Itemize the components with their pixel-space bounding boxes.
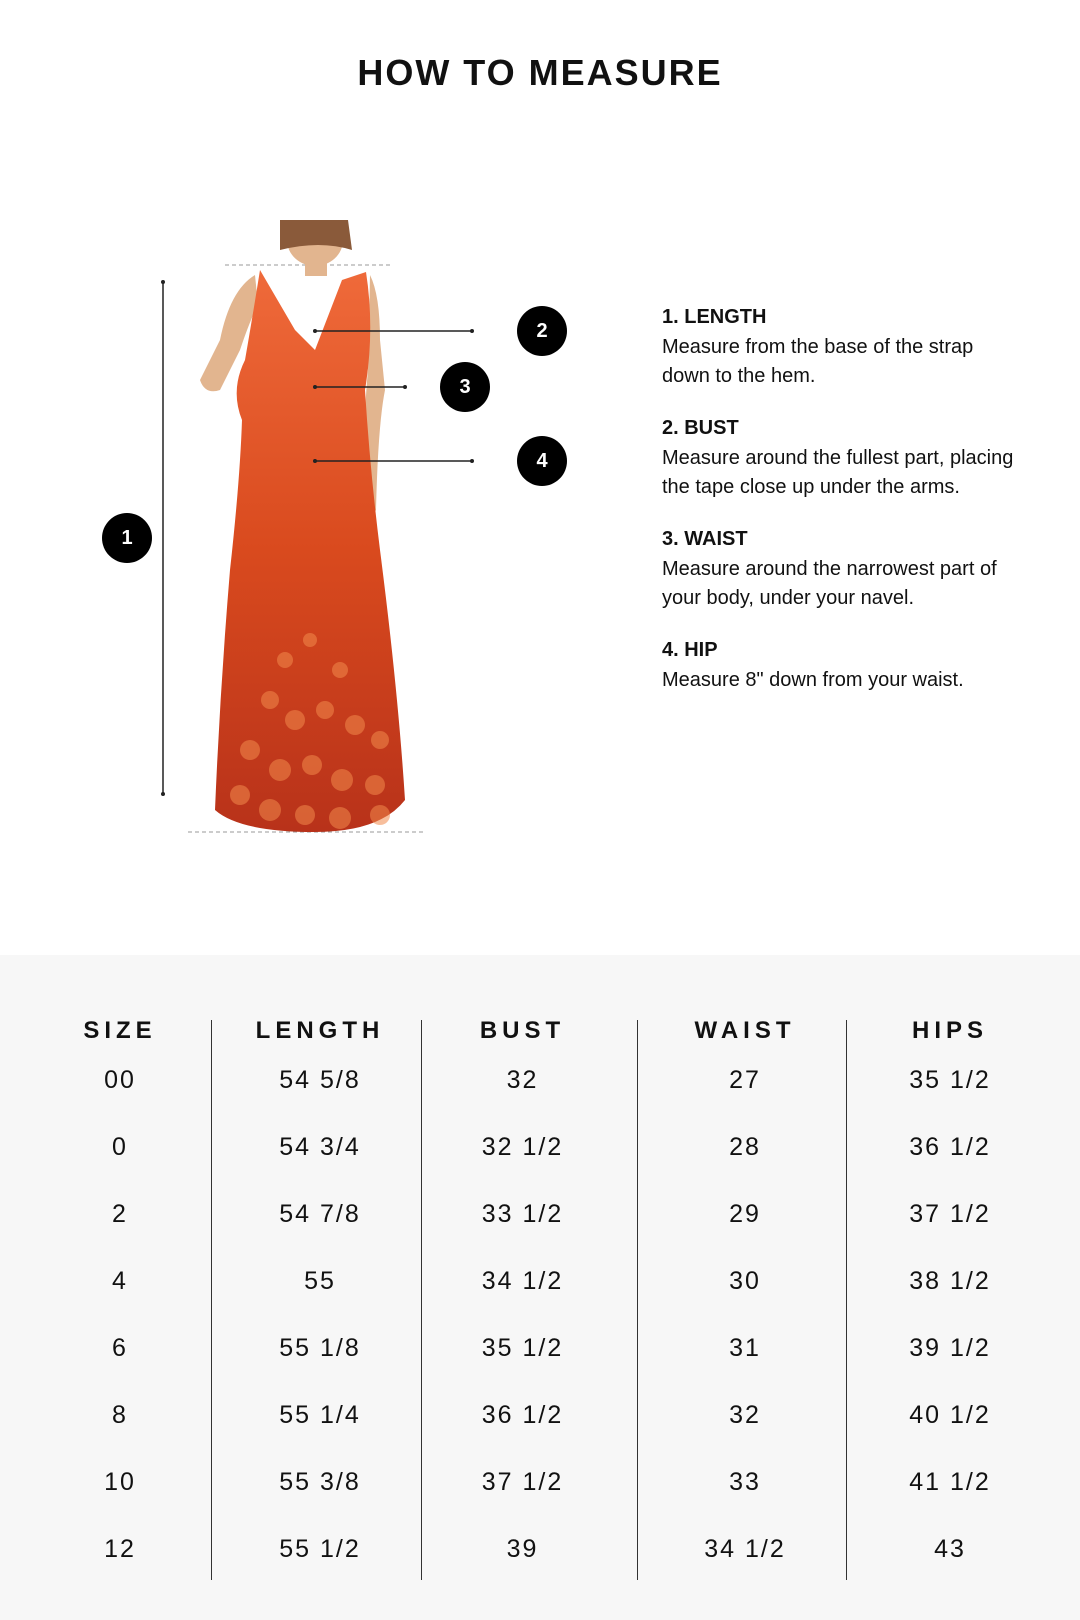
table-cell: 10 [104,1468,136,1496]
step-bust [662,417,1022,502]
step-title: 1. LENGTH [662,306,767,328]
table-cell: 36 1/2 [909,1133,991,1161]
table-cell: 29 [729,1200,761,1228]
table-cell: 39 [506,1535,539,1563]
table-cell: 30 [729,1267,761,1295]
badge-hip: 4 [517,436,567,486]
table-cell: 55 1/2 [279,1535,361,1563]
table-cell: 36 1/2 [481,1401,564,1429]
step-title: 3. WAIST [662,528,748,550]
column-header: BUST [479,1017,566,1044]
table-cell: 33 1/2 [481,1200,564,1228]
column-hips [865,1015,1035,1583]
table-cell: 6 [112,1334,128,1362]
table-cell: 34 1/2 [481,1267,564,1295]
step-text: Measure from the base of the strap down to the hem. [662,336,974,387]
table-cell: 28 [729,1133,761,1161]
step-text: Measure around the fullest part, placing the tape close up under the arms. [662,447,1014,498]
step-waist [662,528,1022,613]
table-cell: 43 [934,1535,966,1563]
size-chart [0,955,1080,1620]
badge-bust: 2 [517,306,567,356]
table-cell: 12 [104,1535,136,1563]
column-bust [440,1015,605,1583]
table-cell: 34 1/2 [704,1535,786,1563]
column-divider [637,1020,638,1580]
table-cell: 54 5/8 [279,1066,361,1094]
table-cell: 4 [112,1267,128,1295]
table-cell: 31 [729,1334,761,1362]
table-cell: 41 1/2 [909,1468,991,1496]
table-cell: 32 [506,1066,539,1094]
dress-figure [80,220,600,870]
table-cell: 0 [112,1133,128,1161]
measurement-instructions [662,306,1022,721]
table-cell: 39 1/2 [909,1334,991,1362]
step-hip [662,639,1022,695]
step-text: Measure around the narrowest part of your body, under your navel. [662,558,997,609]
column-header: WAIST [694,1017,796,1044]
table-cell: 2 [112,1200,128,1228]
table-cell: 00 [104,1066,136,1094]
table-cell: 32 1/2 [481,1133,564,1161]
table-cell: 38 1/2 [909,1267,991,1295]
table-cell: 55 3/8 [279,1468,361,1496]
step-title: 4. HIP [662,639,718,661]
table-cell: 37 1/2 [481,1468,564,1496]
table-cell: 27 [729,1066,761,1094]
column-divider [421,1020,422,1580]
table-cell: 37 1/2 [909,1200,991,1228]
column-header: LENGTH [255,1017,385,1044]
table-cell: 54 7/8 [279,1200,361,1228]
table-cell: 35 1/2 [481,1334,564,1362]
badge-waist: 3 [440,362,490,412]
column-size [60,1015,180,1583]
column-divider [211,1020,212,1580]
table-cell: 55 [304,1267,336,1295]
page-title: HOW TO MEASURE [357,52,723,93]
table-cell: 40 1/2 [909,1401,991,1429]
column-length [230,1015,410,1583]
table-cell: 55 1/4 [279,1401,361,1429]
step-text: Measure 8" down from your waist. [662,669,964,691]
table-cell: 55 1/8 [279,1334,361,1362]
table-cell: 32 [729,1401,761,1429]
table-cell: 33 [729,1468,761,1496]
column-waist [660,1015,830,1583]
column-divider [846,1020,847,1580]
step-length [662,306,1022,391]
column-header: SIZE [83,1017,157,1044]
table-cell: 8 [112,1401,128,1429]
column-header: HIPS [911,1017,988,1044]
table-cell: 54 3/4 [279,1133,361,1161]
table-cell: 35 1/2 [909,1066,991,1094]
step-title: 2. BUST [662,417,739,439]
badge-length: 1 [102,513,152,563]
